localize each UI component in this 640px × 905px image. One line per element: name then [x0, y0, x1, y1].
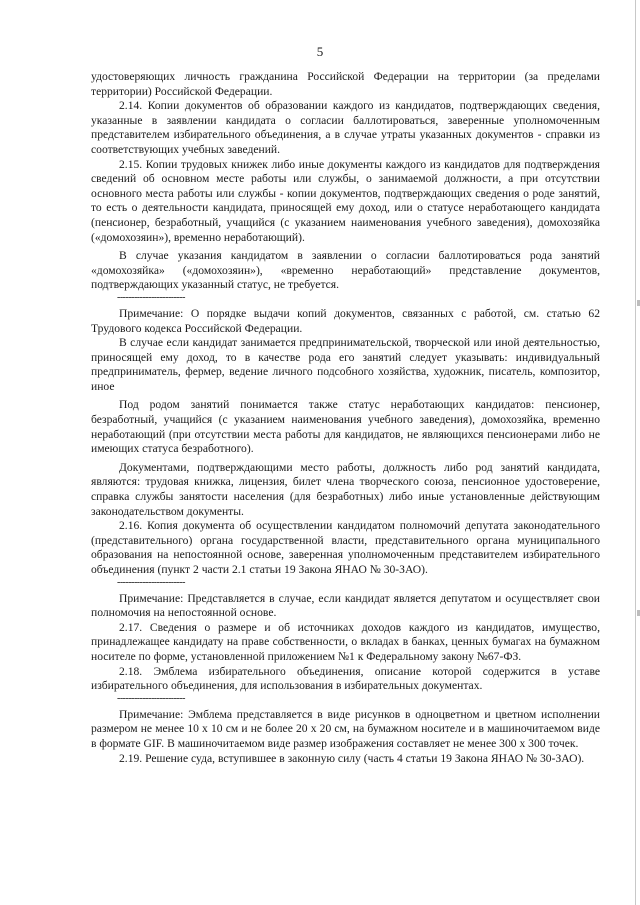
paragraph-2-15: 2.15. Копии трудовых книжек либо иные документы каждого из кандидатов для подтверждения сведений об основном месте работы или службы, о занимаемой должности, а при отсутствии основного места работы или службы - копии документов, подтверждающих сведения о роде занятий, то есть о деятельности кандидата, приносящей ему доход, или о статусе неработающего кандидата (пенсионер, безработный, учащийся (с указанием наименования учебного заведения), домохозяйка («домохозяин»), временно неработающий). [91, 157, 600, 244]
scan-edge-line [635, 0, 636, 905]
document-body [91, 70, 600, 766]
page-number: 5 [316, 44, 324, 59]
note-labor-code: Примечание: О порядке выдачи копий документов, связанных с работой, см. статью 62 Трудового кодекса Российской Федерации. [91, 306, 600, 335]
separator-line: ------------------------ [117, 692, 185, 704]
paragraph-continuation: удостоверяющих личность гражданина Российской Федерации на территории (за пределами территории) Российской Федерации. [91, 70, 600, 98]
note-emblem: Примечание: Эмблема представляется в виде рисунков в одноцветном и цветном исполнении размером не менее 10 х 10 см и не более 20 х 20 см, на бумажном носителе и в машиночитаемом виде в формате GIF. В машиночитаемом виде размер изображения составляет не менее 300 х 300 точек. [91, 707, 600, 750]
paragraph-2-17: 2.17. Сведения о размере и об источниках доходов каждого из кандидатов, имущество, принадлежащее кандидату на праве собственности, о вкладах в банках, ценных бумагах на бумажном носителе по форме, установленной приложением №1 к Федеральному закону №67-ФЗ. [91, 620, 600, 663]
paragraph-confirming-documents: Документами, подтверждающими место работы, должность либо род занятий кандидата, являются: трудовая книжка, лицензия, билет члена творческого союза, пенсионное удостоверение, справка службы занятости населения (для безработных) либо иные установленные действующим законодательством документы. [91, 460, 600, 518]
paragraph-occupation: В случае если кандидат занимается предпринимательской, творческой или иной деятельностью, приносящей ему доход, то в качестве рода его занятий следует указывать: индивидуальный предприниматель, фермер, ведение личного подсобного хозяйства, художник, писатель, композитор, иное [91, 336, 600, 393]
separator-line: ------------------------ [117, 576, 185, 588]
paragraph-2-18: 2.18. Эмблема избирательного объединения, описание которой содержится в уставе избирательного объединения, для использования в избирательных документах. [91, 664, 600, 693]
paragraph-unemployed-status: Под родом занятий понимается также статус неработающих кандидатов: пенсионер, безработный, учащийся (с указанием наименования учебного заведения), домохозяйка, временно неработающий (при отсутствии места работы для кандидатов, не являющихся пенсионерами либо не имеющих статуса безработного). [91, 398, 600, 456]
paragraph-status-note: В случае указания кандидатом в заявлении о согласии баллотироваться рода занятий «домохозяйка» («домохозяин»), «временно неработающий» представление документов, подтверждающих указанный статус, не требуется. [91, 249, 600, 292]
paragraph-2-16: 2.16. Копия документа об осуществлении кандидатом полномочий депутата законодательного (представительного) органа государственной власти, представительного органа муниципального образования на непостоянной основе, заверенная уполномоченным представителем избирательного объединения (пункт 2 части 2.1 статьи 19 Закона ЯНАО № 30-ЗАО). [91, 519, 600, 576]
paragraph-2-19: 2.19. Решение суда, вступившее в законную силу (часть 4 статьи 19 Закона ЯНАО № 30-ЗАО). [119, 751, 585, 765]
separator-line: ------------------------ [117, 291, 185, 303]
note-deputy: Примечание: Представляется в случае, если кандидат является депутатом и осуществляет свои полномочия на непостоянной основе. [91, 591, 600, 620]
paragraph-2-14: 2.14. Копии документов об образовании каждого из кандидатов, подтверждающих сведения, указанные в заявлении кандидата о согласии баллотироваться, заверенные уполномоченным представителем избирательного объединения, а в случае утраты указанных документов - справки из соответствующих учебных заведений. [91, 99, 600, 156]
